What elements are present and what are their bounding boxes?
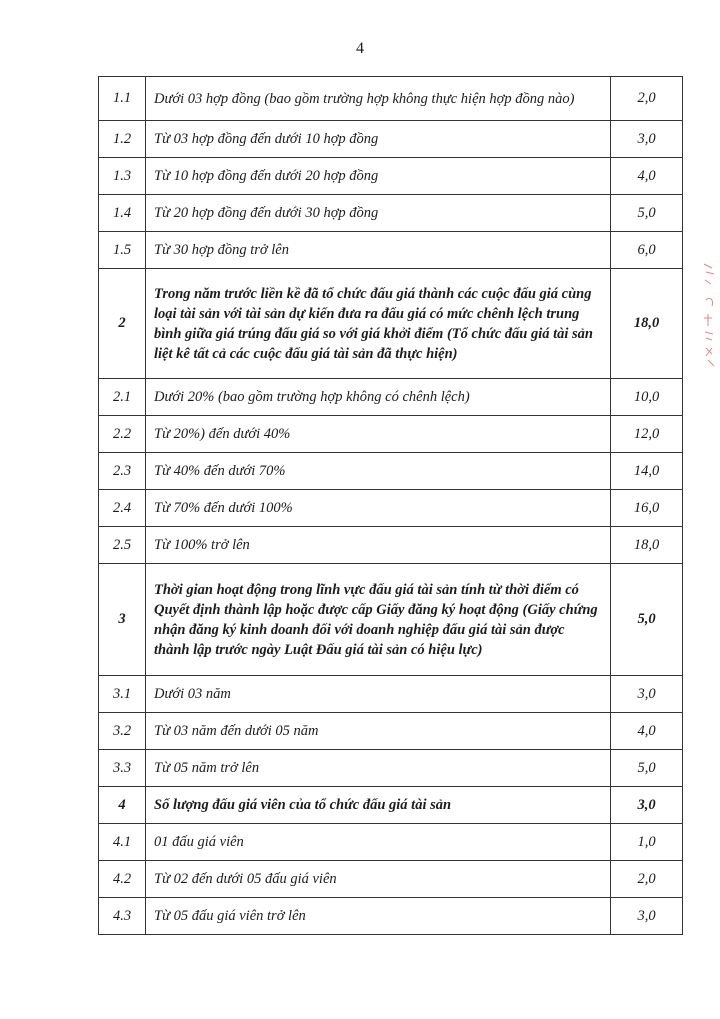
row-description: Từ 02 đến dưới 05 đấu giá viên	[146, 861, 611, 898]
row-score: 3,0	[611, 898, 683, 935]
row-description: Thời gian hoạt động trong lĩnh vực đấu giá tài sản tính từ thời điểm có Quyết định thành lập hoặc được cấp Giấy đăng ký hoạt động (Giấy chứng nhận đăng ký kinh doanh đối với doanh nghiệp đấu giá tài sản được thành lập trước ngày Luật Đấu giá tài sản có hiệu lực)	[146, 564, 611, 676]
row-description: Từ 05 đấu giá viên trở lên	[146, 898, 611, 935]
row-score: 6,0	[611, 232, 683, 269]
row-number: 3.2	[99, 713, 146, 750]
section-row	[99, 787, 683, 824]
row-score: 10,0	[611, 379, 683, 416]
table-row	[99, 527, 683, 564]
row-score: 18,0	[611, 269, 683, 379]
row-score: 4,0	[611, 158, 683, 195]
section-row	[99, 564, 683, 676]
table-row	[99, 77, 683, 121]
row-number: 1.5	[99, 232, 146, 269]
row-score: 4,0	[611, 713, 683, 750]
row-number: 2.5	[99, 527, 146, 564]
table-row	[99, 195, 683, 232]
row-description: Từ 20%) đến dưới 40%	[146, 416, 611, 453]
row-score: 12,0	[611, 416, 683, 453]
row-number: 2.3	[99, 453, 146, 490]
row-score: 5,0	[611, 750, 683, 787]
row-description: Trong năm trước liền kề đã tổ chức đấu giá thành các cuộc đấu giá cùng loại tài sản với tài sản dự kiến đưa ra đấu giá có mức chênh lệch trung bình giữa giá trúng đấu giá so với giá khởi điểm (Tổ chức đấu giá tài sản liệt kê tất cả các cuộc đấu giá tài sản đã thực hiện)	[146, 269, 611, 379]
row-score: 18,0	[611, 527, 683, 564]
row-score: 3,0	[611, 676, 683, 713]
row-score: 5,0	[611, 195, 683, 232]
row-number: 4.1	[99, 824, 146, 861]
row-number: 3.3	[99, 750, 146, 787]
row-description: Từ 70% đến dưới 100%	[146, 490, 611, 527]
table-row	[99, 379, 683, 416]
row-description: Từ 100% trở lên	[146, 527, 611, 564]
row-number: 4	[99, 787, 146, 824]
row-number: 1.4	[99, 195, 146, 232]
row-number: 1.2	[99, 121, 146, 158]
row-number: 1.1	[99, 77, 146, 121]
row-description: Từ 30 hợp đồng trở lên	[146, 232, 611, 269]
row-description: Dưới 03 năm	[146, 676, 611, 713]
row-score: 3,0	[611, 787, 683, 824]
row-score: 5,0	[611, 564, 683, 676]
table-row	[99, 861, 683, 898]
row-score: 14,0	[611, 453, 683, 490]
table-row	[99, 158, 683, 195]
table-row	[99, 232, 683, 269]
criteria-table	[98, 76, 683, 935]
row-number: 2.4	[99, 490, 146, 527]
row-description: Từ 20 hợp đồng đến dưới 30 hợp đồng	[146, 195, 611, 232]
table-row	[99, 416, 683, 453]
section-row	[99, 269, 683, 379]
row-number: 2.1	[99, 379, 146, 416]
page-number: 4	[356, 40, 364, 57]
row-score: 2,0	[611, 77, 683, 121]
row-number: 4.2	[99, 861, 146, 898]
row-description: Từ 10 hợp đồng đến dưới 20 hợp đồng	[146, 158, 611, 195]
row-number: 2.2	[99, 416, 146, 453]
table-row	[99, 490, 683, 527]
table-row	[99, 676, 683, 713]
table-row	[99, 453, 683, 490]
row-number: 4.3	[99, 898, 146, 935]
row-score: 2,0	[611, 861, 683, 898]
table-row	[99, 824, 683, 861]
row-number: 3.1	[99, 676, 146, 713]
table-row	[99, 713, 683, 750]
row-score: 1,0	[611, 824, 683, 861]
row-score: 16,0	[611, 490, 683, 527]
row-description: Số lượng đấu giá viên của tổ chức đấu giá tài sản	[146, 787, 611, 824]
row-number: 1.3	[99, 158, 146, 195]
row-number: 3	[99, 564, 146, 676]
row-score: 3,0	[611, 121, 683, 158]
row-description: Từ 40% đến dưới 70%	[146, 453, 611, 490]
table-row	[99, 121, 683, 158]
table-row	[99, 898, 683, 935]
row-description: Từ 03 hợp đồng đến dưới 10 hợp đồng	[146, 121, 611, 158]
table-row	[99, 750, 683, 787]
row-description: Từ 03 năm đến dưới 05 năm	[146, 713, 611, 750]
row-number: 2	[99, 269, 146, 379]
row-description: Dưới 03 hợp đồng (bao gồm trường hợp không thực hiện hợp đồng nào)	[146, 77, 611, 121]
row-description: Từ 05 năm trở lên	[146, 750, 611, 787]
row-description: Dưới 20% (bao gồm trường hợp không có chênh lệch)	[146, 379, 611, 416]
row-description: 01 đấu giá viên	[146, 824, 611, 861]
stamp-edge-mark	[700, 262, 718, 372]
